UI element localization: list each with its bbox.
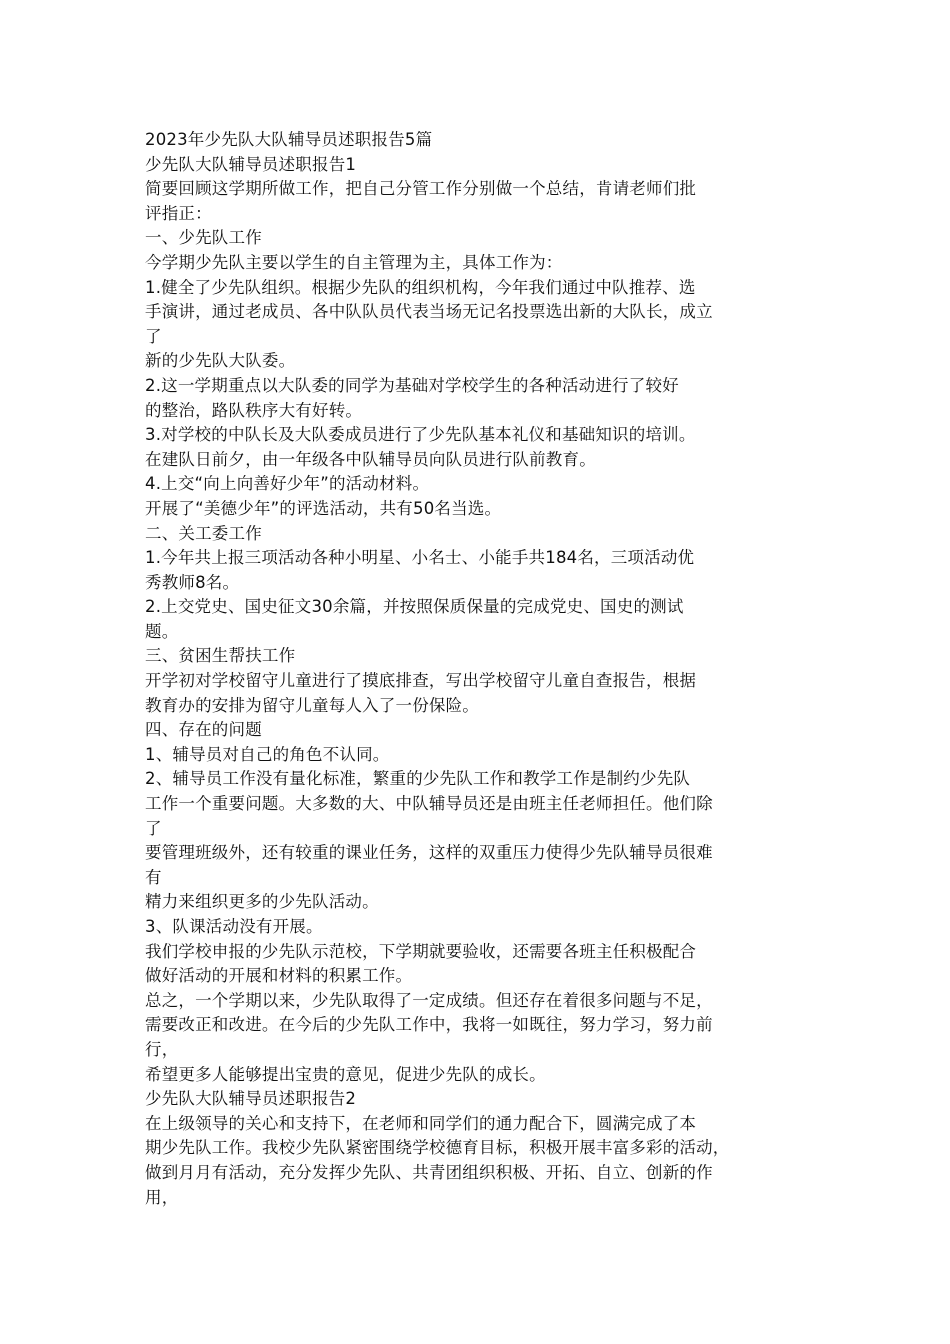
text-line: 评指正：	[145, 203, 212, 223]
text-line: 精力来组织更多的少先队活动。	[145, 892, 379, 912]
text-line: 工作一个重要问题。大多数的大、中队辅导员还是由班主任老师担任。他们除	[145, 794, 713, 814]
text-line: 2.上交党史、国史征文30余篇，并按照保质保量的完成党史、国史的测试	[145, 597, 684, 617]
text-line: 2.这一学期重点以大队委的同学为基础对学校学生的各种活动进行了较好	[145, 375, 679, 395]
text-line: 题。	[145, 621, 179, 641]
text-line: 了	[145, 326, 162, 346]
text-line: 在上级领导的关心和支持下，在老师和同学们的通力配合下，圆满完成了本	[145, 1113, 697, 1133]
text-line: 手演讲，通过老成员、各中队队员代表当场无记名投票选出新的大队长，成立	[145, 302, 713, 322]
text-line: 开学初对学校留守儿童进行了摸底排查，写出学校留守儿童自查报告，根据	[145, 671, 697, 691]
text-line: 少先队大队辅导员述职报告2	[145, 1089, 357, 1109]
text-line: 1.今年共上报三项活动各种小明星、小名士、小能手共184名，三项活动优	[145, 548, 695, 568]
text-line: 新的少先队大队委。	[145, 351, 296, 371]
text-line: 的整治，路队秩序大有好转。	[145, 400, 363, 420]
text-line: 要管理班级外，还有较重的课业任务，这样的双重压力使得少先队辅导员很难	[145, 843, 713, 863]
text-line: 在建队日前夕，由一年级各中队辅导员向队员进行队前教育。	[145, 449, 596, 469]
text-line: 简要回顾这学期所做工作，把自己分管工作分别做一个总结，肯请老师们批	[145, 179, 697, 199]
text-line: 用，	[145, 1187, 179, 1207]
text-line: 开展了“美德少年”的评选活动，共有50名当选。	[145, 498, 502, 518]
text-line: 4.上交“向上向善好少年”的活动材料。	[145, 474, 430, 494]
text-line: 四、存在的问题	[145, 720, 262, 740]
text-line: 秀教师8名。	[145, 572, 240, 592]
text-line: 少先队大队辅导员述职报告1	[145, 154, 357, 174]
text-line: 需要改正和改进。在今后的少先队工作中，我将一如既往，努力学习，努力前	[145, 1015, 713, 1035]
document-body	[145, 128, 815, 1210]
text-line: 期少先队工作。我校少先队紧密围绕学校德育目标，积极开展丰富多彩的活动，	[145, 1138, 730, 1158]
text-line: 做好活动的开展和材料的积累工作。	[145, 966, 413, 986]
text-line: 3.对学校的中队长及大队委成员进行了少先队基本礼仪和基础知识的培训。	[145, 425, 696, 445]
text-line: 三、贫困生帮扶工作	[145, 646, 296, 666]
text-line: 1.健全了少先队组织。根据少先队的组织机构，今年我们通过中队推荐、选	[145, 277, 696, 297]
text-line: 做到月月有活动，充分发挥少先队、共青团组织积极、开拓、自立、创新的作	[145, 1162, 713, 1182]
text-line: 我们学校申报的少先队示范校，下学期就要验收，还需要各班主任积极配合	[145, 941, 697, 961]
text-line: 一、少先队工作	[145, 228, 262, 248]
text-line: 今学期少先队主要以学生的自主管理为主，具体工作为：	[145, 252, 563, 272]
text-line: 总之，一个学期以来，少先队取得了一定成绩。但还存在着很多问题与不足，	[145, 990, 713, 1010]
text-line: 2、辅导员工作没有量化标准，繁重的少先队工作和教学工作是制约少先队	[145, 769, 691, 789]
text-line: 行，	[145, 1039, 179, 1059]
text-line: 希望更多人能够提出宝贵的意见，促进少先队的成长。	[145, 1064, 546, 1084]
text-line: 有	[145, 867, 162, 887]
text-line: 教育办的安排为留守儿童每人入了一份保险。	[145, 695, 479, 715]
text-line: 3、队课活动没有开展。	[145, 917, 323, 936]
text-line: 了	[145, 818, 162, 838]
text-line: 二、关工委工作	[145, 523, 262, 543]
document-title: 2023年少先队大队辅导员述职报告5篇	[145, 130, 433, 149]
text-line: 1、辅导员对自己的角色不认同。	[145, 744, 390, 764]
